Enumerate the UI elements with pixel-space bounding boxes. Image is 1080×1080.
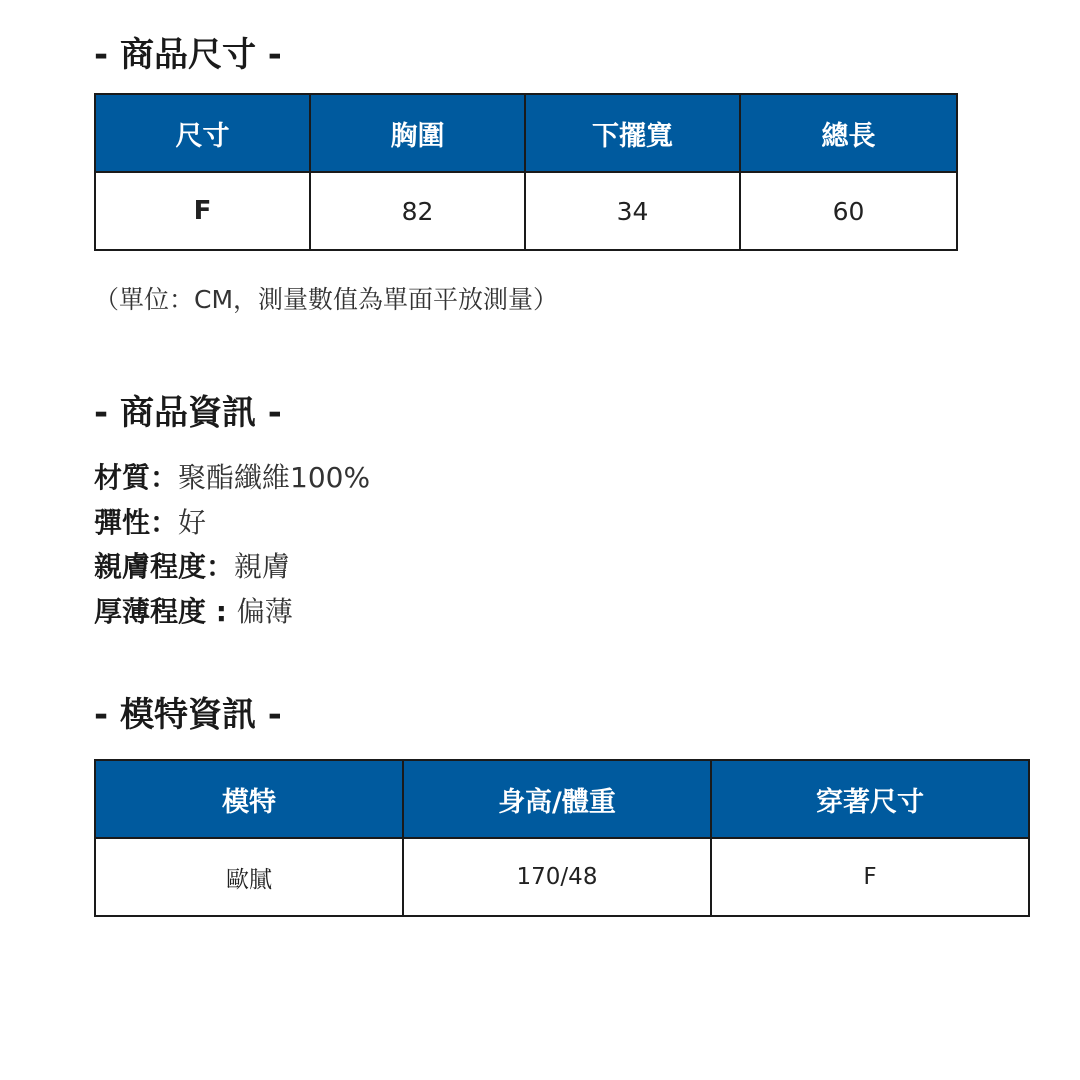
info-label-thickness: 厚薄程度 : <box>94 594 237 628</box>
size-table-header-row <box>95 94 957 172</box>
table-row <box>95 838 1029 916</box>
size-header-chest: 胸圍 <box>310 94 525 172</box>
info-label-material: 材質： <box>94 461 179 494</box>
model-cell-size-worn: F <box>711 838 1029 916</box>
table-row <box>95 172 957 250</box>
list-item <box>94 545 370 590</box>
size-table <box>94 93 958 251</box>
info-value-thickness: 偏薄 <box>236 594 293 628</box>
info-value-material: 聚酯纖維100% <box>178 461 371 494</box>
size-header-size: 尺寸 <box>95 94 310 172</box>
size-section-title: - 商品尺寸 - <box>94 35 282 75</box>
measurement-note: （單位：CM，測量數值為單面平放測量） <box>94 285 559 314</box>
model-cell-name: 歐膩 <box>95 838 403 916</box>
list-item <box>94 456 370 501</box>
model-section-title: - 模特資訊 - <box>94 695 282 735</box>
model-cell-height-weight: 170/48 <box>403 838 711 916</box>
size-cell-size: F <box>95 172 310 250</box>
model-table <box>94 759 1030 917</box>
model-header-height-weight: 身高/體重 <box>403 760 711 838</box>
model-header-size-worn: 穿著尺寸 <box>711 760 1029 838</box>
model-header-model: 模特 <box>95 760 403 838</box>
info-section-title: - 商品資訊 - <box>94 393 282 433</box>
info-label-skin-friendliness: 親膚程度： <box>94 550 235 583</box>
info-value-skin-friendliness: 親膚 <box>234 550 291 583</box>
size-cell-hem-width: 34 <box>525 172 740 250</box>
model-table-header-row <box>95 760 1029 838</box>
info-value-elasticity: 好 <box>178 505 207 539</box>
list-item <box>94 590 370 635</box>
size-cell-total-length: 60 <box>740 172 957 250</box>
list-item <box>94 501 370 546</box>
size-cell-chest: 82 <box>310 172 525 250</box>
product-info-list <box>94 456 370 634</box>
size-header-total-length: 總長 <box>740 94 957 172</box>
size-header-hem-width: 下擺寬 <box>525 94 740 172</box>
info-label-elasticity: 彈性： <box>94 505 179 539</box>
